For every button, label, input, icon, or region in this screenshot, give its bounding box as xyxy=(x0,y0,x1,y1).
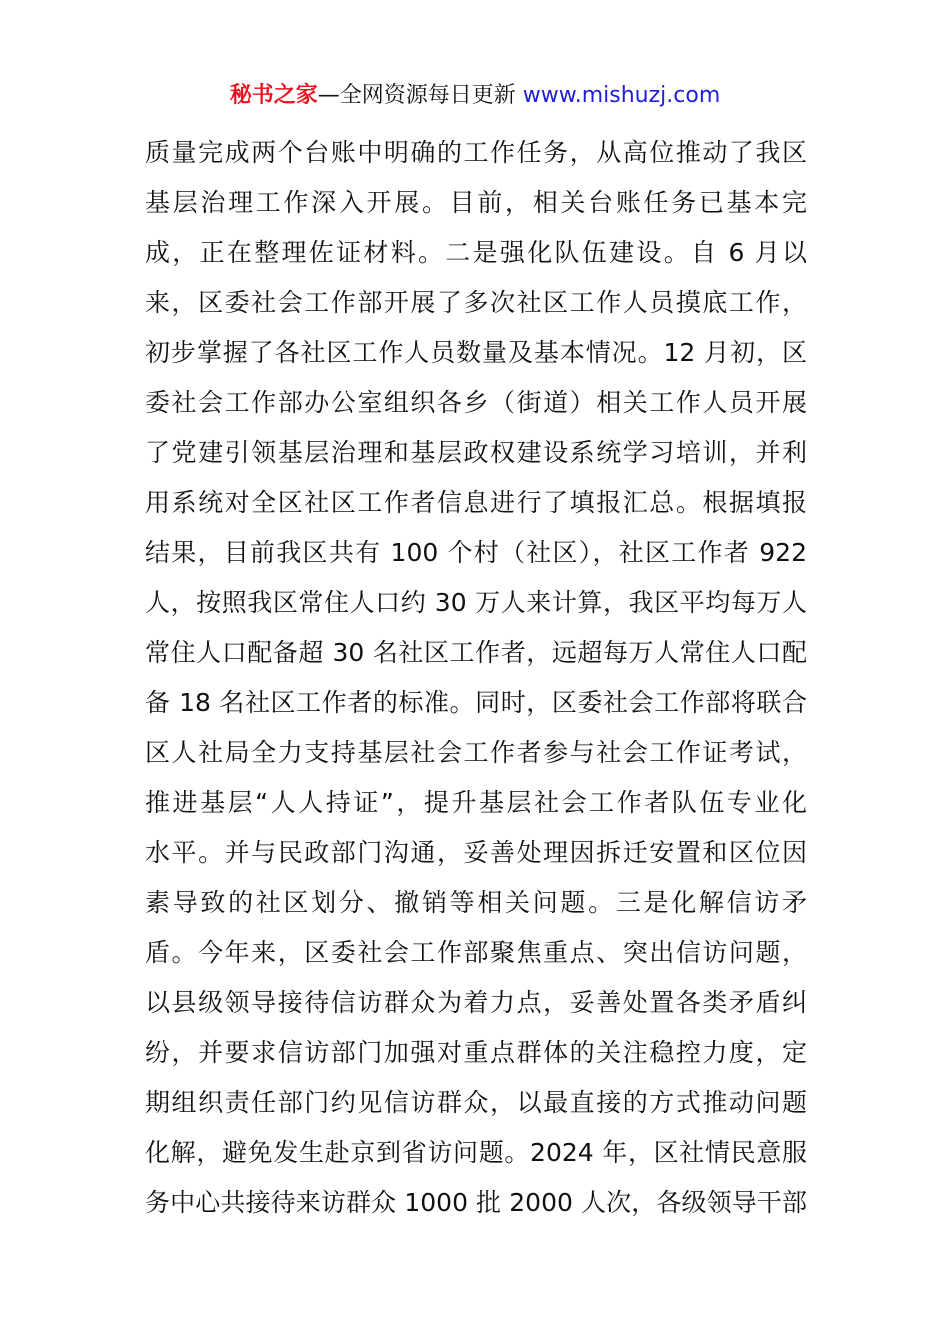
document-body xyxy=(145,128,807,1228)
text-line: 质量完成两个台账中明确的工作任务，从高位推动了我区 xyxy=(145,138,807,167)
text-line: 来，区委社会工作部开展了多次社区工作人员摸底工作， xyxy=(145,288,807,317)
text-line: 盾。今年来，区委社会工作部聚焦重点、突出信访问题， xyxy=(145,938,807,967)
text-line: 备 18 名社区工作者的标准。同时，区委社会工作部将联合 xyxy=(145,688,807,717)
text-line: 结果，目前我区共有 100 个村（社区），社区工作者 922 xyxy=(145,538,807,567)
text-line: 基层治理工作深入开展。目前，相关台账任务已基本完 xyxy=(145,188,807,217)
text-line: 了党建引领基层治理和基层政权建设系统学习培训，并利 xyxy=(145,438,807,467)
text-line: 素导致的社区划分、撤销等相关问题。三是化解信访矛 xyxy=(145,888,807,917)
text-line: 期组织责任部门约见信访群众，以最直接的方式推动问题 xyxy=(145,1088,807,1117)
text-line: 务中心共接待来访群众 1000 批 2000 人次，各级领导干部 xyxy=(145,1188,807,1217)
text-line: 推进基层“人人持证”，提升基层社会工作者队伍专业化 xyxy=(145,788,807,817)
text-line: 常住人口配备超 30 名社区工作者，远超每万人常住人口配 xyxy=(145,638,807,667)
text-line: 纷，并要求信访部门加强对重点群体的关注稳控力度，定 xyxy=(145,1038,807,1067)
text-line: 人，按照我区常住人口约 30 万人来计算，我区平均每万人 xyxy=(145,588,807,617)
text-line: 区人社局全力支持基层社会工作者参与社会工作证考试， xyxy=(145,738,807,767)
text-line: 化解，避免发生赴京到省访问题。2024 年，区社情民意服 xyxy=(145,1138,807,1167)
text-line: 以县级领导接待信访群众为着力点，妥善处置各类矛盾纠 xyxy=(145,988,807,1017)
header-tagline: —全网资源每日更新 xyxy=(317,83,516,108)
text-line: 水平。并与民政部门沟通，妥善处理因拆迁安置和区位因 xyxy=(145,838,807,867)
text-line: 成，正在整理佐证材料。二是强化队伍建设。自 6 月以 xyxy=(145,238,807,267)
page-header xyxy=(0,80,950,112)
site-url-link[interactable]: www.mishuzj.com xyxy=(522,83,721,108)
text-line: 用系统对全区社区工作者信息进行了填报汇总。根据填报 xyxy=(145,488,807,517)
site-name: 秘书之家 xyxy=(229,83,318,108)
text-line: 委社会工作部办公室组织各乡（街道）相关工作人员开展 xyxy=(145,388,807,417)
text-line: 初步掌握了各社区工作人员数量及基本情况。12 月初，区 xyxy=(145,338,807,367)
